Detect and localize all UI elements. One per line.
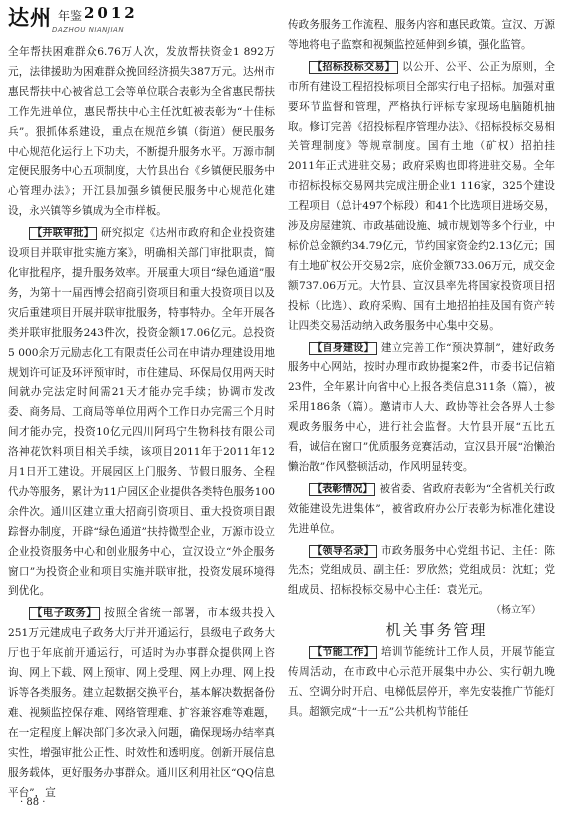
paragraph-continuation: 传政务服务工作流程、服务内容和惠民政策。宣汉、万源等地将电子监察和视频监控延伸到乡镇，强化监管。 — [288, 19, 555, 51]
section-tag: 【并联审批】 — [29, 227, 97, 240]
section-biaozhang — [288, 480, 555, 540]
section-zishen — [288, 339, 555, 478]
header-subtitle: 年鉴 — [58, 9, 83, 23]
yearbook-header — [6, 2, 176, 40]
section-tag: 【电子政务】 — [29, 607, 100, 620]
chapter-title: 机关事务管理 — [385, 621, 488, 640]
section-jieneng — [288, 643, 555, 723]
section-text: 以公开、公平、公正为原则，全市所有建设工程招投标项目全部实行电子招标。加强对重要环节监督和管理，严格执行评标专家现场电脑随机抽取。修订完善《招投标程序管理办法》、《招标投标交易相关管理制度》等规章制度。国有土地（矿权）招拍挂2011年正式进驻交易；政府采购也即将进驻交易。全年市招标投标交易网共完成注册企业1 116家，325个建设工程项目（总计497个标段）和41个比选项目进场交易，涉及房屋建筑、市政基础设施、城市规划等多个行业，中标价总金额约34.79亿元，节约国家资金约2.13亿元；国有土地矿权公开交易2宗，底价金额733.06万元，成交金额737.06万元。大竹县、宣汉县率先将国家投资项目招投标（比选）、政府采购、国有土地招拍挂及国有资产转让四类交易活动纳入政务服务中心集中交易。 — [288, 60, 556, 332]
section-tag: 【领导名录】 — [309, 545, 377, 558]
left-column — [8, 43, 275, 803]
section-lianhe — [8, 224, 275, 602]
right-column — [288, 16, 555, 723]
section-text: 按照全省统一部署，市本级共投入251万元建成电子政务大厅并开通运行，县级电子政务大厅也于年底前开通运行，可适时为办事群众提供网上咨询、网上下载、网上预审、网上受理、网上办理、网上投诉等各类服务。建立起数据交换平台，基本解决数据备份难、视频监控保存难、网络管理难、扩容兼容难等难题，在一定程度上解决部门多次录入问题，确保现场办结率真实性，增强审批公正性、时效性和透明度。创新开展信息服务载体，更好服务办事群众。通川区利用社区“QQ信息平台”，宣 — [8, 607, 276, 799]
header-title: 达州 — [8, 6, 52, 30]
section-text: 研究拟定《达州市政府和企业投资建设项目并联审批实施方案》，明确相关部门审批职责，简化审批程序，提升服务效率。开展重大项目“绿色通道”服务，为第十一届西博会招商引资项目和重大投资项目以及灾后重建项目开展并联审批服务，特事特办。全年开展各类并联审批服务243件次，投资金额17.06亿元。总投资5 000余万元励志化工有限责任公司在申请办理建设用地规划许可证及环评预审时，市住建局、环保局仅用两天时间就办完法定时间需21天才能办完手续；协调市发改委、商务局、工商局等单位用两个工作日办完需三个月时间才能办完，投资10亿元四川阿玛宁生物科技有限公司洛神花饮料项目相关手续，该项目2011年于2011年12月1日开工建设。开展园区上门服务、节假日服务、全程代办等服务，累计为11户园区企业提供各类特色服务100余件次。通川区建立重大招商引资项目、重大投资项目跟踪督办制度，开辟“绿色通道”扶持微型企业，万源市设立企业投资服务中心和创业服务中心，宣汉设立“外企服务窗口”为投资企业和项目实施并联审批，投资发展环境得到优化。 — [8, 227, 276, 598]
section-text: 被省委、省政府表彰为“全省机关行政效能建设先进集体”，被省政府办公厅表彰为标准化建设先进单位。 — [288, 482, 555, 535]
section-tag: 【招标投标交易】 — [309, 61, 398, 74]
section-text: 市政务服务中心党组书记、主任：陈先杰；党组成员、副主任：罗欣然；党组成员：沈虹；党组成员、招标投标交易中心主任：袁光元。 — [288, 544, 556, 597]
section-zhaobiao — [288, 58, 555, 337]
author-signature: （杨立军） — [491, 605, 541, 617]
section-text: 培训节能统计工作人员，开展节能宣传周活动，在市政中心示范开展集中办公、实行朝九晚五、空调分时开启、电梯低层停开，率先安装推广节能灯具。超额完成“十一五”公共机构节能任 — [288, 646, 556, 718]
paragraph-helping-poor: 全年帮扶困难群众6.76万人次，发放帮扶资金1 892万元，法律援助为困难群众挽回经济损失387万元。达州市惠民帮扶中心被省总工会等单位联合表彰为全省惠民帮扶工作先进单位，惠民帮扶中心主任沈虹被表彰为“十佳标兵”。狠抓体系建设，重点在规范乡镇（街道）便民服务中心规范化运行上下功夫，不断提升服务水平。万源市制定便民服务中心五项制度，大竹县出台《乡镇便民服务中心管理办法》；开江县加强乡镇便民服务中心规范化建设，永兴镇等乡镇成为全市样板。 — [8, 46, 275, 218]
section-tag: 【表彰情况】 — [309, 483, 375, 496]
section-text: 建立完善工作“预决算制”，建好政务服务中心网站，按时办理市政协提案2件，市委书记信箱23件，全年累计向省中心上报各类信息311条（篇），被采用186条（篇）。邀请市人大、政协等社会各界人士参观政务服务中心，进行社会监督。大竹县开展“五比五看，诚信在窗口”优质服务竞赛活动，宣汉县开展“治懒治懒治散”作风整顿活动，作风明显转变。 — [288, 341, 555, 473]
section-lingdao — [288, 542, 555, 602]
header-pinyin: DAZHOU NIANJIAN — [52, 26, 125, 34]
section-tag: 【节能工作】 — [309, 646, 377, 659]
section-dianzi — [8, 604, 275, 803]
page-number: · 88 · — [20, 797, 46, 808]
section-tag: 【自身建设】 — [309, 342, 377, 355]
header-year: 2012 — [84, 4, 138, 22]
